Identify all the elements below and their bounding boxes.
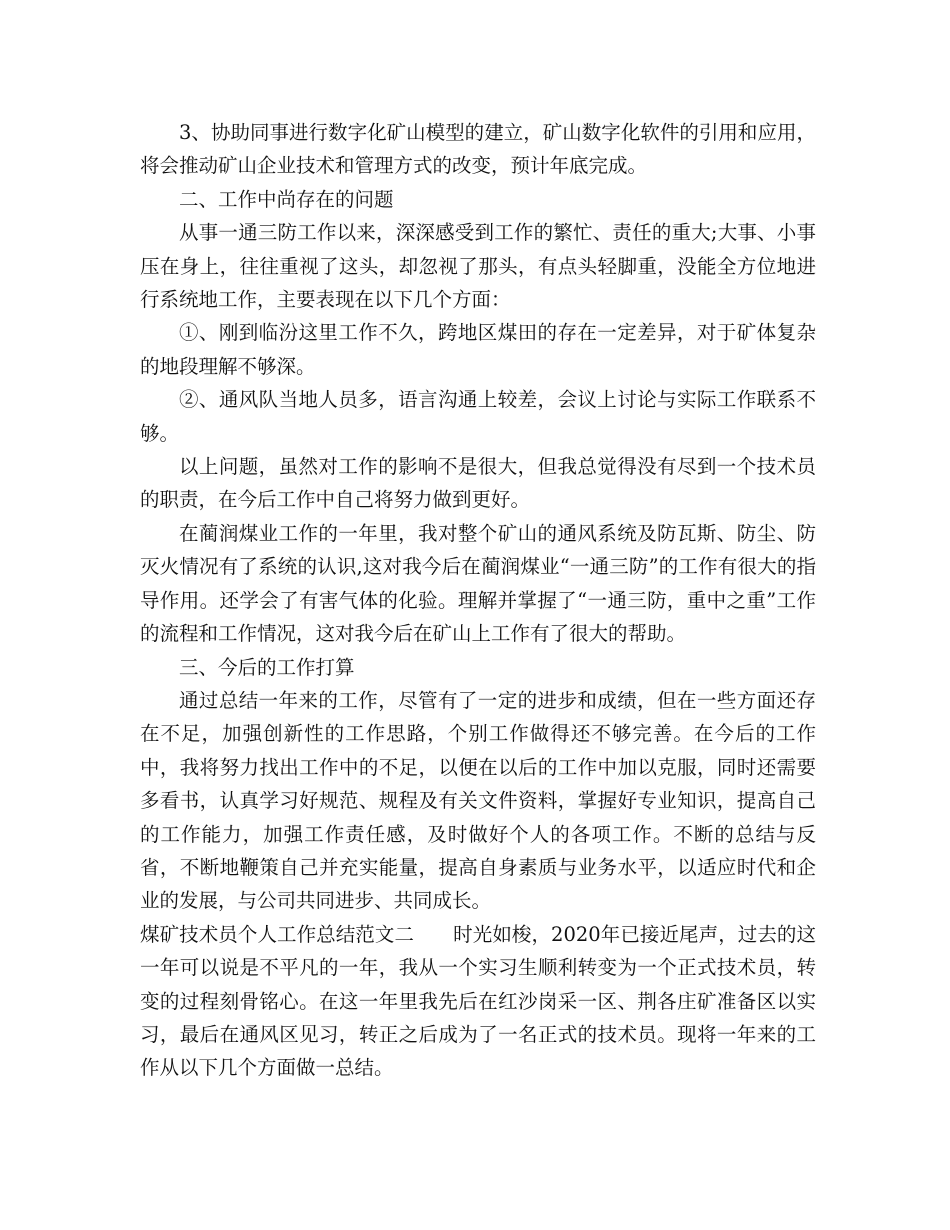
section-heading-plans: 三、今后的工作打算: [179, 655, 355, 679]
paragraph-plans: 通过总结一年来的工作，尽管有了一定的进步和成绩，但在一些方面还存在不足，加强创新性的工作思路，个别工作做得还不够完善。在今后的工作中，我将努力找出工作中的不足，以便在以后的工作中加以克服，同时还需要多看书，认真学习好规范、规程及有关文件资料，掌握好专业知识，提高自己的工作能力，加强工作责任感，及时做好个人的各项工作。不断的总结与反省，不断地鞭策自己并充实能量，提高自身素质与业务水平，以适应时代和企业的发展，与公司共同进步、共同成长。: [140, 688, 816, 913]
paragraph-problems-conclusion: 以上问题，虽然对工作的影响不是很大，但我总觉得没有尽到一个技术员的职责，在今后工作中自己将努力做到更好。: [140, 455, 816, 512]
document-body: [140, 116, 816, 1085]
paragraph-sample-two: 煤矿技术员个人工作总结范文二 时光如梭，2020年已接近尾声，过去的这一年可以说是不平凡的一年，我从一个实习生顺利转变为一个正式技术员，转变的过程刻骨铭心。在这一年里我先后在红沙岗采一区、荆各庄矿准备区以实习，最后在通风区见习，转正之后成为了一名正式的技术员。现将一年来的工作从以下几个方面做一总结。: [140, 922, 816, 1080]
section-heading-problems: 二、工作中尚存在的问题: [179, 187, 394, 211]
paragraph-year-summary: 在蔺润煤业工作的一年里，我对整个矿山的通风系统及防瓦斯、防尘、防灭火情况有了系统的认识,这对我今后在蔺润煤业“一通三防”的工作有很大的指导作用。还学会了有害气体的化验。理解并掌握了“一通三防，重中之重”工作的流程和工作情况，这对我今后在矿山上工作有了很大的帮助。: [140, 521, 816, 646]
paragraph-problems-intro: 从事一通三防工作以来，深深感受到工作的繁忙、责任的重大;大事、小事压在身上，往往重视了这头，却忽视了那头，有点头轻脚重，没能全方位地进行系统地工作，主要表现在以下几个方面：: [140, 221, 816, 312]
paragraph-item-3: 3、协助同事进行数字化矿山模型的建立，矿山数字化软件的引用和应用，将会推动矿山企业技术和管理方式的改变，预计年底完成。: [140, 121, 816, 178]
paragraph-problem-2: ②、通风队当地人员多，语言沟通上较差，会议上讨论与实际工作联系不够。: [140, 388, 816, 445]
paragraph-problem-1: ①、刚到临汾这里工作不久，跨地区煤田的存在一定差异，对于矿体复杂的地段理解不够深。: [140, 321, 816, 378]
